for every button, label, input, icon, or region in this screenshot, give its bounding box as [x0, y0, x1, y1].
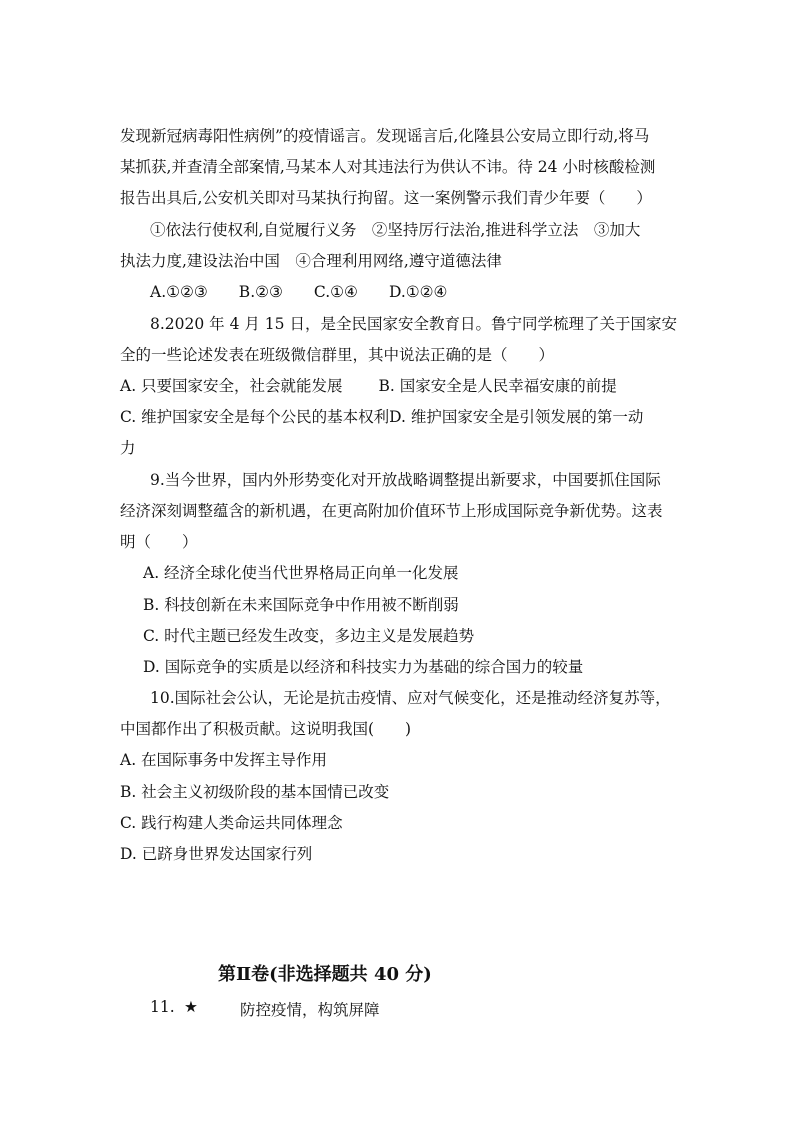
q8-option-cd-wrap: 力	[120, 439, 136, 457]
q10-line-2: 中国都作出了积极贡献。这说明我国( )	[120, 720, 412, 738]
q10-option-b: B. 社会主义初级阶段的基本国情已改变	[120, 783, 390, 801]
q10-line-1: 10.国际社会公认，无论是抗击疫情、应对气候变化，还是推动经济复苏等，	[150, 689, 671, 707]
q7-line-1: 发现新冠病毒阳性病例”的疫情谣言。发现谣言后,化隆县公安局立即行动,将马	[120, 127, 650, 145]
star-icon: ★	[184, 998, 198, 1016]
q9-option-a: A. 经济全球化使当代世界格局正向单一化发展	[143, 564, 459, 582]
q7-line-3: 报告出具后,公安机关即对马某执行拘留。这一案例警示我们青少年要（ ）	[120, 189, 652, 207]
q11-title: 防控疫情，构筑屏障	[240, 1001, 380, 1019]
q9-option-d: D. 国际竞争的实质是以经济和科技实力为基础的综合国力的较量	[143, 658, 584, 676]
q9-line-1: 9.当今世界，国内外形势变化对开放战略调整提出新要求，中国要抓住国际	[150, 471, 661, 489]
q8-line-2: 全的一些论述发表在班级微信群里，其中说法正确的是（ ）	[120, 346, 555, 364]
q7-statement-1: ①依法行使权利,自觉履行义务 ②坚持厉行法治,推进科学立法 ③加大	[150, 221, 641, 239]
q9-option-b: B. 科技创新在未来国际竞争中作用被不断削弱	[143, 596, 459, 614]
section-2-title: 第Ⅱ卷(非选择题共 40 分)	[218, 964, 432, 985]
q9-line-2: 经济深刻调整蕴含的新机遇，在更高附加价值环节上形成国际竞争新优势。这表	[120, 502, 663, 520]
q9-line-3: 明（ ）	[120, 533, 198, 551]
q7-line-2: 某抓获,并查清全部案情,马某本人对其违法行为供认不讳。待 24 小时核酸检测	[120, 158, 656, 176]
q8-option-ab: A. 只要国家安全，社会就能发展 B. 国家安全是人民幸福安康的前提	[120, 377, 617, 395]
q7-options: A.①②③ B.②③ C.①④ D.①②④	[150, 283, 448, 301]
q10-option-a: A. 在国际事务中发挥主导作用	[120, 751, 328, 769]
q8-line-1: 8.2020 年 4 月 15 日，是全民国家安全教育日。鲁宁同学梳理了关于国家安	[150, 315, 677, 333]
q10-option-c: C. 践行构建人类命运共同体理念	[120, 814, 343, 832]
q11-number: 11.	[150, 998, 175, 1016]
q9-option-c: C. 时代主题已经发生改变，多边主义是发展趋势	[143, 627, 475, 645]
q8-option-cd: C. 维护国家安全是每个公民的基本权利D. 维护国家安全是引领发展的第一动	[120, 408, 644, 426]
q7-statement-2: 执法力度,建设法治中国 ④合理利用网络,遵守道德法律	[120, 252, 502, 270]
q10-option-d: D. 已跻身世界发达国家行列	[120, 845, 313, 863]
